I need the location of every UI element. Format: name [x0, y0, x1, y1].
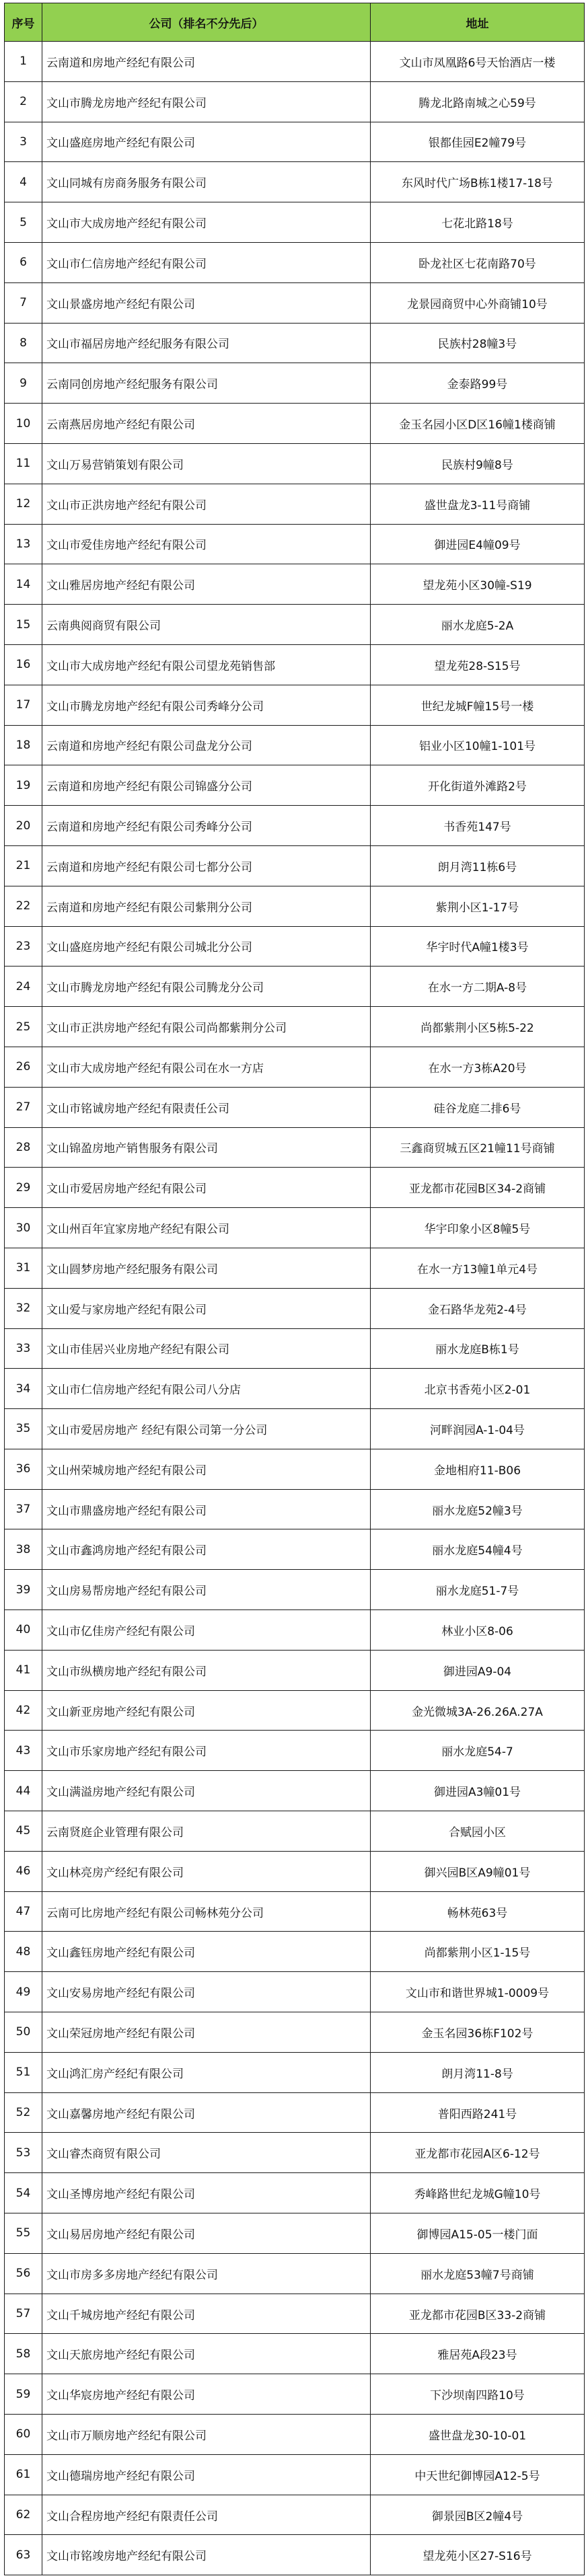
company-address: 林业小区8-06: [371, 1610, 585, 1651]
company-address: 秀峰路世纪龙城G幢10号: [371, 2173, 585, 2213]
company-address: 金玉名园小区D区16幢1楼商铺: [371, 404, 585, 444]
company-address: 东风时代广场B栋1楼17-18号: [371, 162, 585, 202]
row-number: 27: [5, 1087, 42, 1127]
table-row: [5, 1610, 585, 1651]
table-row: [5, 524, 585, 564]
table-row: [5, 443, 585, 484]
row-number: 9: [5, 363, 42, 404]
row-number: 11: [5, 443, 42, 484]
company-name: 文山市仁信房地产经纪有限公司八分店: [42, 1369, 371, 1409]
company-address: 铝业小区10幢1-101号: [371, 725, 585, 765]
company-address: 腾龙北路南城之心59号: [371, 81, 585, 122]
table-row: [5, 202, 585, 243]
row-number: 18: [5, 725, 42, 765]
table-row: [5, 81, 585, 122]
company-name: 文山州荣城房地产经纪有限公司: [42, 1449, 371, 1489]
company-address: 紫荆小区1-17号: [371, 886, 585, 926]
table-row: [5, 2092, 585, 2133]
company-address: 中天世纪御博园A12-5号: [371, 2454, 585, 2495]
company-address: 金地相府11-B06: [371, 1449, 585, 1489]
table-row: [5, 806, 585, 846]
table-row: [5, 1489, 585, 1529]
company-address: 雅居苑A段23号: [371, 2334, 585, 2374]
company-name: 文山新亚房地产经纪有限公司: [42, 1690, 371, 1731]
company-name: 文山盛庭房地产经纪有限公司: [42, 122, 371, 162]
agency-table: [4, 3, 585, 2575]
table-row: [5, 2334, 585, 2374]
table-row: [5, 484, 585, 524]
row-number: 62: [5, 2495, 42, 2535]
company-address: 文山市凤凰路6号天怡酒店一楼: [371, 42, 585, 82]
row-number: 8: [5, 323, 42, 363]
table-row: [5, 323, 585, 363]
company-name: 文山嘉馨房地产经纪有限公司: [42, 2092, 371, 2133]
company-address: 望龙苑小区30幢-S19: [371, 564, 585, 605]
row-number: 49: [5, 1972, 42, 2012]
company-name: 文山市佳居兴业房地产经纪有限公司: [42, 1328, 371, 1369]
table-row: [5, 1449, 585, 1489]
row-number: 29: [5, 1168, 42, 1208]
company-name: 文山千城房地产经纪有限公司: [42, 2294, 371, 2334]
header-row: [5, 3, 585, 42]
company-name: 文山合程房地产经纪有限责任公司: [42, 2495, 371, 2535]
company-name: 文山市爱居房地产 经纪有限公司第一分公司: [42, 1409, 371, 1449]
company-name: 云南道和房地产经纪有限公司紫荆分公司: [42, 886, 371, 926]
company-address: 御进园E4幢09号: [371, 524, 585, 564]
row-number: 20: [5, 806, 42, 846]
table-row: [5, 1328, 585, 1369]
row-number: 30: [5, 1208, 42, 1248]
row-number: 39: [5, 1570, 42, 1610]
company-name: 云南同创房地产经纪服务有限公司: [42, 363, 371, 404]
table-row: [5, 1811, 585, 1852]
table-row: [5, 605, 585, 645]
table-row: [5, 1932, 585, 1972]
table-row: [5, 685, 585, 725]
company-name: 文山市腾龙房地产经纪有限公司腾龙分公司: [42, 967, 371, 1007]
company-name: 文山雅居房地产经纪有限公司: [42, 564, 371, 605]
row-number: 61: [5, 2454, 42, 2495]
row-number: 38: [5, 1529, 42, 1570]
company-address: 望龙苑28-S15号: [371, 644, 585, 685]
row-number: 24: [5, 967, 42, 1007]
table-row: [5, 162, 585, 202]
row-number: 46: [5, 1851, 42, 1891]
table-row: [5, 1248, 585, 1288]
company-address: 金泰路99号: [371, 363, 585, 404]
row-number: 54: [5, 2173, 42, 2213]
company-address: 三鑫商贸城五区21幢11号商铺: [371, 1127, 585, 1168]
table-row: [5, 1007, 585, 1047]
table-row: [5, 2173, 585, 2213]
table-row: [5, 2052, 585, 2092]
row-number: 36: [5, 1449, 42, 1489]
table-row: [5, 1288, 585, 1328]
company-name: 文山鸿汇房产经纪有限公司: [42, 2052, 371, 2092]
table-row: [5, 1087, 585, 1127]
company-address: 盛世盘龙30-10-01: [371, 2415, 585, 2455]
row-number: 5: [5, 202, 42, 243]
table-row: [5, 1891, 585, 1932]
company-name: 文山林亮房产经纪有限公司: [42, 1851, 371, 1891]
company-address: 在水一方二期A-8号: [371, 967, 585, 1007]
company-address: 下沙坝南四路10号: [371, 2374, 585, 2415]
row-number: 19: [5, 765, 42, 806]
company-name: 文山荣冠房地产经纪有限公司: [42, 2012, 371, 2053]
company-address: 朗月湾11栋6号: [371, 845, 585, 886]
row-number: 10: [5, 404, 42, 444]
company-address: 金石路华龙苑2-4号: [371, 1288, 585, 1328]
company-address: 华宇时代A幢1楼3号: [371, 926, 585, 967]
table-row: [5, 886, 585, 926]
company-address: 书香苑147号: [371, 806, 585, 846]
company-name: 云南道和房地产经纪有限公司盘龙分公司: [42, 725, 371, 765]
company-name: 文山市亿佳房产经纪有限公司: [42, 1610, 371, 1651]
company-address: 开化街道外滩路2号: [371, 765, 585, 806]
company-name: 文山安易房地产经纪有限公司: [42, 1972, 371, 2012]
table-row: [5, 1208, 585, 1248]
company-name: 文山景盛房地产经纪有限公司: [42, 282, 371, 323]
company-name: 文山市福居房地产经纪服务有限公司: [42, 323, 371, 363]
row-number: 63: [5, 2535, 42, 2575]
company-name: 云南典阅商贸有限公司: [42, 605, 371, 645]
company-name: 文山易居房地产经纪有限公司: [42, 2213, 371, 2254]
row-number: 16: [5, 644, 42, 685]
row-number: 41: [5, 1650, 42, 1690]
company-address: 河畔润园A-1-04号: [371, 1409, 585, 1449]
row-number: 6: [5, 242, 42, 282]
company-address: 亚龙都市花园B区33-2商铺: [371, 2294, 585, 2334]
table-row: [5, 725, 585, 765]
company-address: 普阳西路241号: [371, 2092, 585, 2133]
company-name: 文山圣博房地产经纪有限公司: [42, 2173, 371, 2213]
company-address: 御景园B区2幢4号: [371, 2495, 585, 2535]
company-name: 文山市万顺房地产经纪有限公司: [42, 2415, 371, 2455]
company-name: 云南道和房地产经纪有限公司七都分公司: [42, 845, 371, 886]
company-name: 文山市仁信房地产经纪有限公司: [42, 242, 371, 282]
row-number: 52: [5, 2092, 42, 2133]
table-row: [5, 2294, 585, 2334]
company-name: 文山睿杰商贸有限公司: [42, 2133, 371, 2173]
row-number: 4: [5, 162, 42, 202]
company-address: 合赋园小区: [371, 1811, 585, 1852]
row-number: 50: [5, 2012, 42, 2053]
company-address: 亚龙都市花园B区34-2商铺: [371, 1168, 585, 1208]
table-row: [5, 2535, 585, 2575]
table-row: [5, 644, 585, 685]
table-row: [5, 967, 585, 1007]
table-row: [5, 363, 585, 404]
company-address: 卧龙社区七花南路70号: [371, 242, 585, 282]
company-name: 文山市纵横房地产经纪有限公司: [42, 1650, 371, 1690]
table-row: [5, 1851, 585, 1891]
row-number: 57: [5, 2294, 42, 2334]
table-row: [5, 1650, 585, 1690]
table-row: [5, 2495, 585, 2535]
row-number: 32: [5, 1288, 42, 1328]
company-address: 丽水龙庭54幢4号: [371, 1529, 585, 1570]
company-name: 文山市房多多房地产经纪有限公司: [42, 2253, 371, 2294]
company-name: 文山州百年宜家房地产经纪有限公司: [42, 1208, 371, 1248]
table-row: [5, 1731, 585, 1771]
row-number: 2: [5, 81, 42, 122]
row-number: 14: [5, 564, 42, 605]
row-number: 21: [5, 845, 42, 886]
row-number: 33: [5, 1328, 42, 1369]
row-number: 59: [5, 2374, 42, 2415]
table-body: [5, 42, 585, 2575]
company-address: 北京书香苑小区2-01: [371, 1369, 585, 1409]
company-name: 云南贤庭企业管理有限公司: [42, 1811, 371, 1852]
company-address: 御博园A15-05一楼门面: [371, 2213, 585, 2254]
company-address: 畅林苑63号: [371, 1891, 585, 1932]
company-address: 在水一方3栋A20号: [371, 1047, 585, 1087]
company-name: 文山市大成房地产经纪有限公司望龙苑销售部: [42, 644, 371, 685]
table-row: [5, 1047, 585, 1087]
row-number: 26: [5, 1047, 42, 1087]
row-number: 40: [5, 1610, 42, 1651]
company-address: 尚都紫荆小区5栋5-22: [371, 1007, 585, 1047]
row-number: 22: [5, 886, 42, 926]
company-address: 望龙苑小区27-S16号: [371, 2535, 585, 2575]
table-row: [5, 2374, 585, 2415]
company-address: 亚龙都市花园A区6-12号: [371, 2133, 585, 2173]
company-address: 丽水龙庭B栋1号: [371, 1328, 585, 1369]
company-name: 文山市爱佳房地产经纪有限公司: [42, 524, 371, 564]
table-header: [5, 3, 585, 42]
table-row: [5, 1972, 585, 2012]
row-number: 51: [5, 2052, 42, 2092]
header-company: 公司（排名不分先后）: [42, 3, 371, 42]
company-address: 盛世盘龙3-11号商铺: [371, 484, 585, 524]
table-row: [5, 2253, 585, 2294]
header-address: 地址: [371, 3, 585, 42]
company-name: 文山华宸房地产经纪有限公司: [42, 2374, 371, 2415]
row-number: 17: [5, 685, 42, 725]
company-address: 御兴园B区A9幢01号: [371, 1851, 585, 1891]
company-address: 民族村9幢8号: [371, 443, 585, 484]
row-number: 13: [5, 524, 42, 564]
row-number: 60: [5, 2415, 42, 2455]
table-row: [5, 1168, 585, 1208]
row-number: 48: [5, 1932, 42, 1972]
table-row: [5, 2133, 585, 2173]
row-number: 45: [5, 1811, 42, 1852]
table-row: [5, 1369, 585, 1409]
table-row: [5, 1409, 585, 1449]
row-number: 25: [5, 1007, 42, 1047]
company-name: 文山同城有房商务服务有限公司: [42, 162, 371, 202]
row-number: 15: [5, 605, 42, 645]
row-number: 34: [5, 1369, 42, 1409]
row-number: 7: [5, 282, 42, 323]
table-row: [5, 2415, 585, 2455]
row-number: 37: [5, 1489, 42, 1529]
company-name: 文山市鼎盛房地产经纪有限公司: [42, 1489, 371, 1529]
company-name: 文山盛庭房地产经纪有限公司城北分公司: [42, 926, 371, 967]
company-name: 云南道和房地产经纪有限公司秀峰分公司: [42, 806, 371, 846]
company-address: 世纪龙城F幢15号一楼: [371, 685, 585, 725]
company-name: 云南可比房地产经纪有限公司畅林苑分公司: [42, 1891, 371, 1932]
table-row: [5, 1570, 585, 1610]
company-address: 民族村28幢3号: [371, 323, 585, 363]
company-address: 七花北路18号: [371, 202, 585, 243]
company-name: 云南道和房地产经纪有限公司锦盛分公司: [42, 765, 371, 806]
table-row: [5, 564, 585, 605]
company-name: 文山德瑞房地产经纪有限公司: [42, 2454, 371, 2495]
company-name: 文山市爱居房地产经纪有限公司: [42, 1168, 371, 1208]
company-name: 文山天旅房地产经纪有限公司: [42, 2334, 371, 2374]
table-row: [5, 242, 585, 282]
row-number: 56: [5, 2253, 42, 2294]
company-name: 云南燕居房地产经纪有限公司: [42, 404, 371, 444]
company-address: 丽水龙庭52幢3号: [371, 1489, 585, 1529]
company-address: 丽水龙庭54-7: [371, 1731, 585, 1771]
company-address: 硅谷龙庭二排6号: [371, 1087, 585, 1127]
company-name: 文山鑫钰房地产经纪有限公司: [42, 1932, 371, 1972]
table-row: [5, 1529, 585, 1570]
company-address: 金玉名园36栋F102号: [371, 2012, 585, 2053]
company-name: 文山房易帮房地产经纪有限公司: [42, 1570, 371, 1610]
company-name: 文山市大成房地产经纪有限公司: [42, 202, 371, 243]
company-name: 文山满溢房地产经纪有限公司: [42, 1771, 371, 1811]
table-row: [5, 1771, 585, 1811]
table-row: [5, 2454, 585, 2495]
row-number: 43: [5, 1731, 42, 1771]
company-address: 朗月湾11-8号: [371, 2052, 585, 2092]
row-number: 53: [5, 2133, 42, 2173]
table-row: [5, 845, 585, 886]
company-name: 文山市乐家房地产经纪有限公司: [42, 1731, 371, 1771]
table-row: [5, 122, 585, 162]
company-address: 文山市和谐世界城1-0009号: [371, 1972, 585, 2012]
table-row: [5, 282, 585, 323]
company-name: 文山爱与家房地产经纪有限公司: [42, 1288, 371, 1328]
table-row: [5, 42, 585, 82]
row-number: 47: [5, 1891, 42, 1932]
company-address: 银都佳园E2幢79号: [371, 122, 585, 162]
row-number: 28: [5, 1127, 42, 1168]
company-name: 文山圆梦房地产经纪服务有限公司: [42, 1248, 371, 1288]
company-address: 龙景园商贸中心外商铺10号: [371, 282, 585, 323]
row-number: 3: [5, 122, 42, 162]
row-number: 35: [5, 1409, 42, 1449]
company-address: 丽水龙庭53幢7号商铺: [371, 2253, 585, 2294]
row-number: 42: [5, 1690, 42, 1731]
company-name: 文山市大成房地产经纪有限公司在水一方店: [42, 1047, 371, 1087]
row-number: 44: [5, 1771, 42, 1811]
company-name: 文山市铭诚房地产经纪有限责任公司: [42, 1087, 371, 1127]
company-address: 华宇印象小区8幢5号: [371, 1208, 585, 1248]
table-row: [5, 2012, 585, 2053]
company-name: 文山市正洪房地产经纪有限公司: [42, 484, 371, 524]
company-address: 丽水龙庭51-7号: [371, 1570, 585, 1610]
table-row: [5, 926, 585, 967]
company-address: 尚都紫荆小区1-15号: [371, 1932, 585, 1972]
row-number: 55: [5, 2213, 42, 2254]
row-number: 58: [5, 2334, 42, 2374]
row-number: 23: [5, 926, 42, 967]
table-row: [5, 404, 585, 444]
company-name: 文山市腾龙房地产经纪有限公司: [42, 81, 371, 122]
company-address: 御进园A3幢01号: [371, 1771, 585, 1811]
table-row: [5, 765, 585, 806]
row-number: 31: [5, 1248, 42, 1288]
company-name: 文山市鑫鸿房地产经纪有限公司: [42, 1529, 371, 1570]
company-address: 丽水龙庭5-2A: [371, 605, 585, 645]
company-name: 文山市铭竣房地产经纪有限公司: [42, 2535, 371, 2575]
company-address: 御进园A9-04: [371, 1650, 585, 1690]
table-row: [5, 1690, 585, 1731]
row-number: 12: [5, 484, 42, 524]
company-name: 文山万易营销策划有限公司: [42, 443, 371, 484]
company-name: 文山市正洪房地产经纪有限公司尚都紫荆分公司: [42, 1007, 371, 1047]
row-number: 1: [5, 42, 42, 82]
table-row: [5, 1127, 585, 1168]
header-number: 序号: [5, 3, 42, 42]
company-name: 文山市腾龙房地产经纪有限公司秀峰分公司: [42, 685, 371, 725]
company-name: 云南道和房地产经纪有限公司: [42, 42, 371, 82]
company-address: 在水一方13幢1单元4号: [371, 1248, 585, 1288]
company-name: 文山锦盈房地产销售服务有限公司: [42, 1127, 371, 1168]
table-row: [5, 2213, 585, 2254]
company-address: 金光微城3A-26.26A.27A: [371, 1690, 585, 1731]
